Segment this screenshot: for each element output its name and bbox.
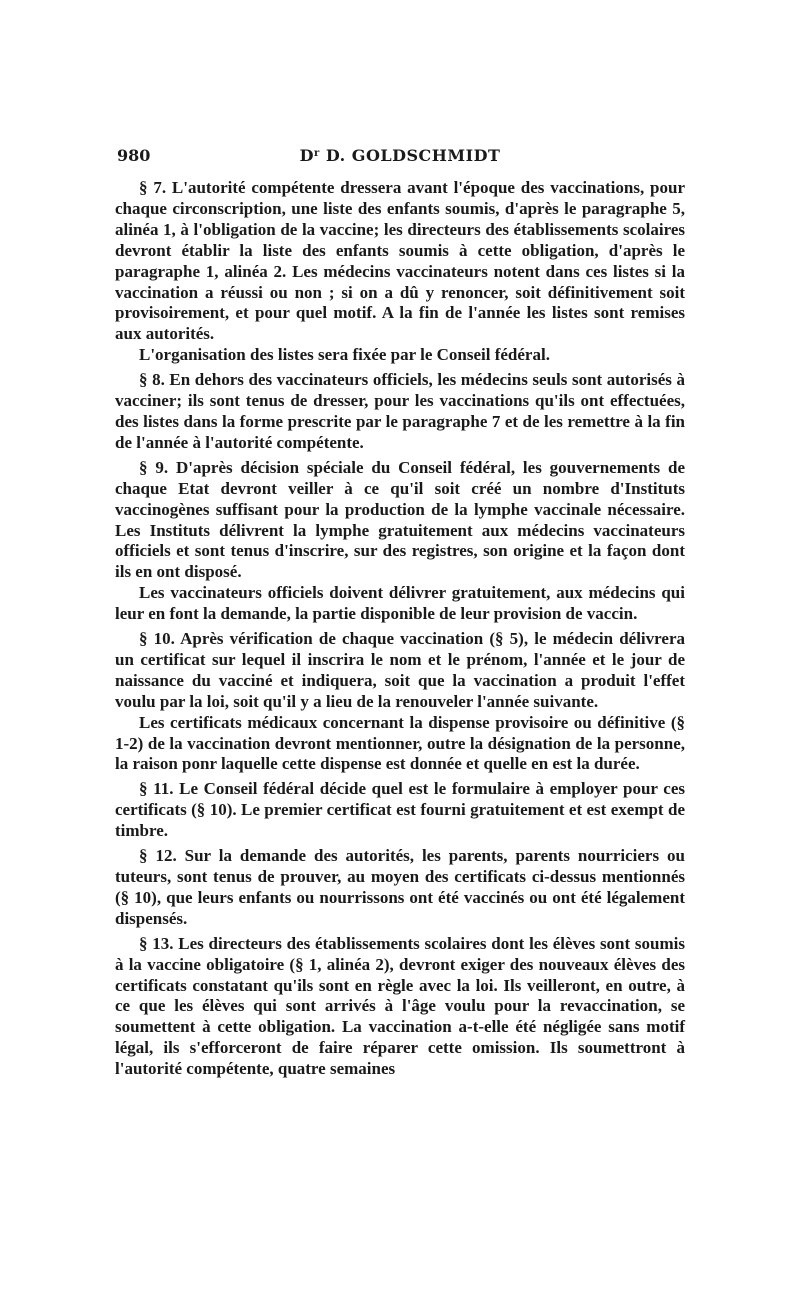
body-text (115, 178, 685, 1080)
paragraph-section-10: § 10. Après vérification de chaque vaccination (§ 5), le médecin délivrera un certificat sur lequel il inscrira le nom et le prénom, l'année et le jour de naissance du vacciné et indiquera, soit que la vaccination a produit l'effet voulu par la loi, soit qu'il y a lieu de la renouveler l'année suivante. (115, 629, 685, 711)
paragraph-vaccinateurs-officiels: Les vaccinateurs officiels doivent délivrer gratuitement, aux médecins qui leur en font la demande, la partie disponible de leur provision de vaccin. (115, 583, 685, 624)
paragraph-section-13: § 13. Les directeurs des établissements scolaires dont les élèves sont soumis à la vaccine obligatoire (§ 1, alinéa 2), devront exiger des nouveaux élèves des certificats constatant qu'ils sont en règle avec la loi. Ils veilleront, en outre, à ce que les élèves qui sont arrivés à l'âge voulu pour la revaccination, se soumettent à cette obligation. La vaccination a-t-elle été négligée sans motif légal, ils s'efforceront de faire réparer cette omission. Ils soumettront à l'autorité compétente, quatre semaines (115, 933, 685, 1079)
paragraph-section-9: § 9. D'après décision spéciale du Conseil fédéral, les gouvernements de chaque Etat devront veiller à ce qu'il soit créé un nombre d'Instituts vaccinogènes suffisant pour la production de la lymphe vaccinale nécessaire. Les Instituts délivrent la lymphe gratuitement aux médecins vaccinateurs officiels et sont tenus d'inscrire, sur des registres, son origine et la façon dont ils en ont disposé. (115, 457, 685, 582)
paragraph-section-12: § 12. Sur la demande des autorités, les parents, parents nourriciers ou tuteurs, sont tenus de prouver, au moyen des certificats ci-dessus mentionnés (§ 10), que leurs enfants ou nourrissons ont été vaccinés ou ont été légalement dispensés. (115, 846, 685, 928)
page-number: 980 (117, 146, 151, 165)
author-prefix: D (299, 146, 314, 165)
paragraph-section-7: § 7. L'autorité compétente dressera avant l'époque des vaccinations, pour chaque circonscription, une liste des enfants soumis, d'après le paragraphe 5, alinéa 1, à l'obligation de la vaccine; les directeurs des établissements scolaires devront établir la liste des enfants soumis à cette obligation, d'après le paragraphe 1, alinéa 2. Les médecins vaccinateurs notent dans ces listes si la vaccination a réussi ou non ; si on a dû y renoncer, soit définitivement soit provisoirement, et pour quel motif. A la fin de l'année les listes sont remises aux autorités. (115, 178, 685, 344)
running-head (117, 146, 683, 165)
author-name: D. GOLDSCHMIDT (325, 146, 501, 165)
paragraph-section-11: § 11. Le Conseil fédéral décide quel est le formulaire à employer pour ces certificats (§ 10). Le premier certificat est fourni gratuitement et est exempt de timbre. (115, 779, 685, 841)
paragraph-organisation-listes: L'organisation des listes sera fixée par le Conseil fédéral. (139, 345, 550, 365)
paragraph-section-8: § 8. En dehors des vaccinateurs officiels, les médecins seuls sont autorisés à vacciner; ils sont tenus de dresser, pour les vaccinations qu'ils ont effectuées, des listes dans la forme prescrite par le paragraphe 7 et de les remettre à la fin de l'année à l'autorité compétente. (115, 370, 685, 452)
author-prefix-superscript: r (313, 148, 320, 159)
paragraph-certificats-medicaux: Les certificats médicaux concernant la dispense provisoire ou définitive (§ 1-2) de la vaccination devront mentionner, outre la désignation de la personne, la raison ponr laquelle cette dispense est donnée et quelle en est la durée. (115, 712, 685, 774)
page-header (117, 146, 683, 170)
